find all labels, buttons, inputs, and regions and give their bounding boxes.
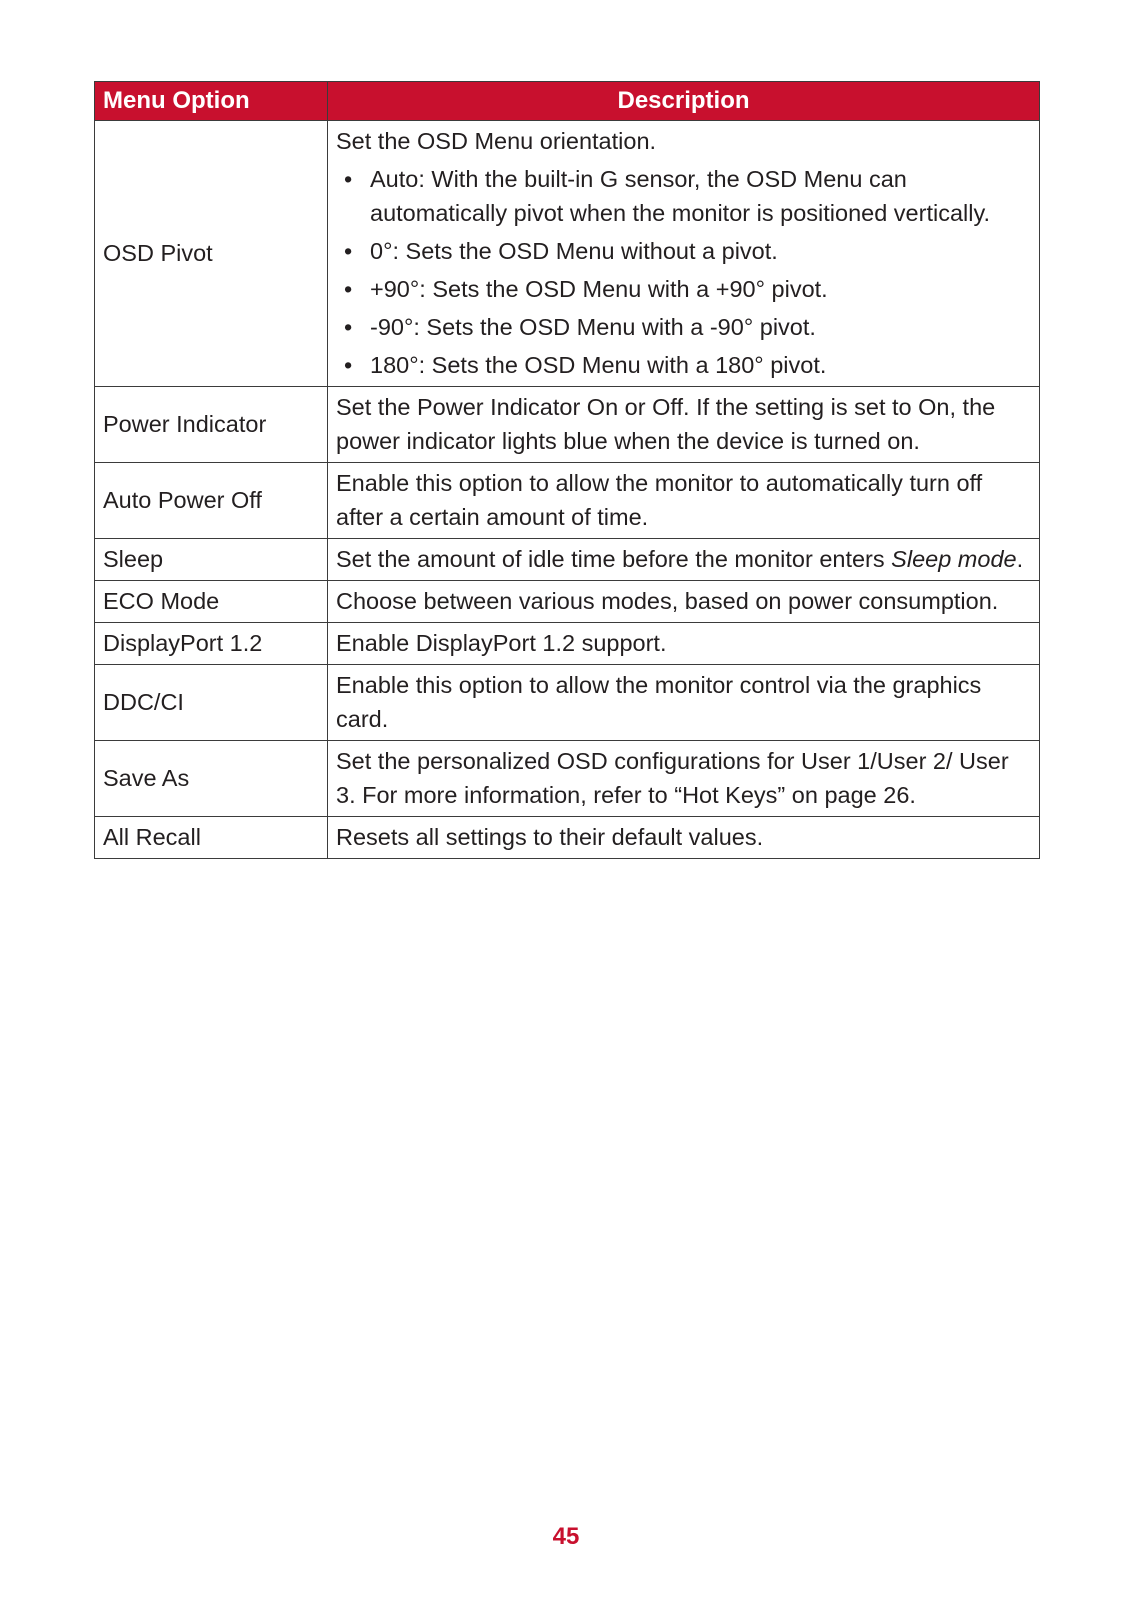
row-description: Resets all settings to their default values.	[328, 817, 1040, 859]
list-item	[336, 234, 1031, 268]
header-description: Description	[328, 82, 1040, 121]
bullet-icon: •	[344, 166, 353, 192]
row-option: Auto Power Off	[95, 463, 328, 539]
row-description: Enable this option to allow the monitor control via the graphics card.	[328, 665, 1040, 741]
row-option: ECO Mode	[95, 581, 328, 623]
menu-options-table	[94, 81, 1040, 859]
row-description	[328, 121, 1040, 387]
bullet-icon: •	[344, 352, 353, 378]
row-description-end: .	[1016, 546, 1024, 572]
table-row	[95, 387, 1040, 463]
bullet-icon: •	[344, 314, 353, 340]
bullet-icon: •	[344, 276, 353, 302]
bullet-icon: •	[344, 238, 353, 264]
list-item	[336, 162, 1031, 230]
table-row	[95, 539, 1040, 581]
row-description: Set the Power Indicator On or Off. If the setting is set to On, the power indicator lights blue when the device is turned on.	[328, 387, 1040, 463]
list-item	[336, 272, 1031, 306]
table-header-row	[95, 82, 1040, 121]
list-item-text: 180°: Sets the OSD Menu with a 180° pivot.	[370, 352, 827, 378]
row-description-text: Set the OSD Menu orientation.	[336, 128, 657, 154]
table-row	[95, 463, 1040, 539]
table-row	[95, 665, 1040, 741]
row-description: Choose between various modes, based on power consumption.	[328, 581, 1040, 623]
list-item	[336, 310, 1031, 344]
row-option: DisplayPort 1.2	[95, 623, 328, 665]
row-description	[328, 539, 1040, 581]
list-item-text: -90°: Sets the OSD Menu with a -90° pivot.	[370, 314, 816, 340]
row-description: Enable DisplayPort 1.2 support.	[328, 623, 1040, 665]
table-row	[95, 121, 1040, 387]
row-description-text: Set the amount of idle time before the monitor enters	[336, 546, 892, 572]
list-item	[336, 348, 1031, 382]
row-option: All Recall	[95, 817, 328, 859]
table-row	[95, 817, 1040, 859]
row-option: Save As	[95, 741, 328, 817]
row-description: Enable this option to allow the monitor to automatically turn off after a certain amount of time.	[328, 463, 1040, 539]
row-option: Sleep	[95, 539, 328, 581]
row-description: Set the personalized OSD configurations for User 1/User 2/ User 3. For more information, refer to “Hot Keys” on page 26.	[328, 741, 1040, 817]
row-option: OSD Pivot	[95, 121, 328, 387]
sleep-mode-term: Sleep mode	[891, 546, 1017, 572]
page-number: 45	[552, 1523, 580, 1550]
list-item-text: +90°: Sets the OSD Menu with a +90° pivot.	[370, 276, 828, 302]
table-row	[95, 741, 1040, 817]
row-option: DDC/CI	[95, 665, 328, 741]
bullet-list	[336, 162, 1031, 382]
list-item-text: Auto: With the built-in G sensor, the OSD Menu can automatically pivot when the monitor is positioned vertically.	[370, 166, 990, 226]
row-option: Power Indicator	[95, 387, 328, 463]
list-item-text: 0°: Sets the OSD Menu without a pivot.	[370, 238, 778, 264]
table-row	[95, 581, 1040, 623]
table-row	[95, 623, 1040, 665]
header-menu-option: Menu Option	[95, 82, 328, 121]
